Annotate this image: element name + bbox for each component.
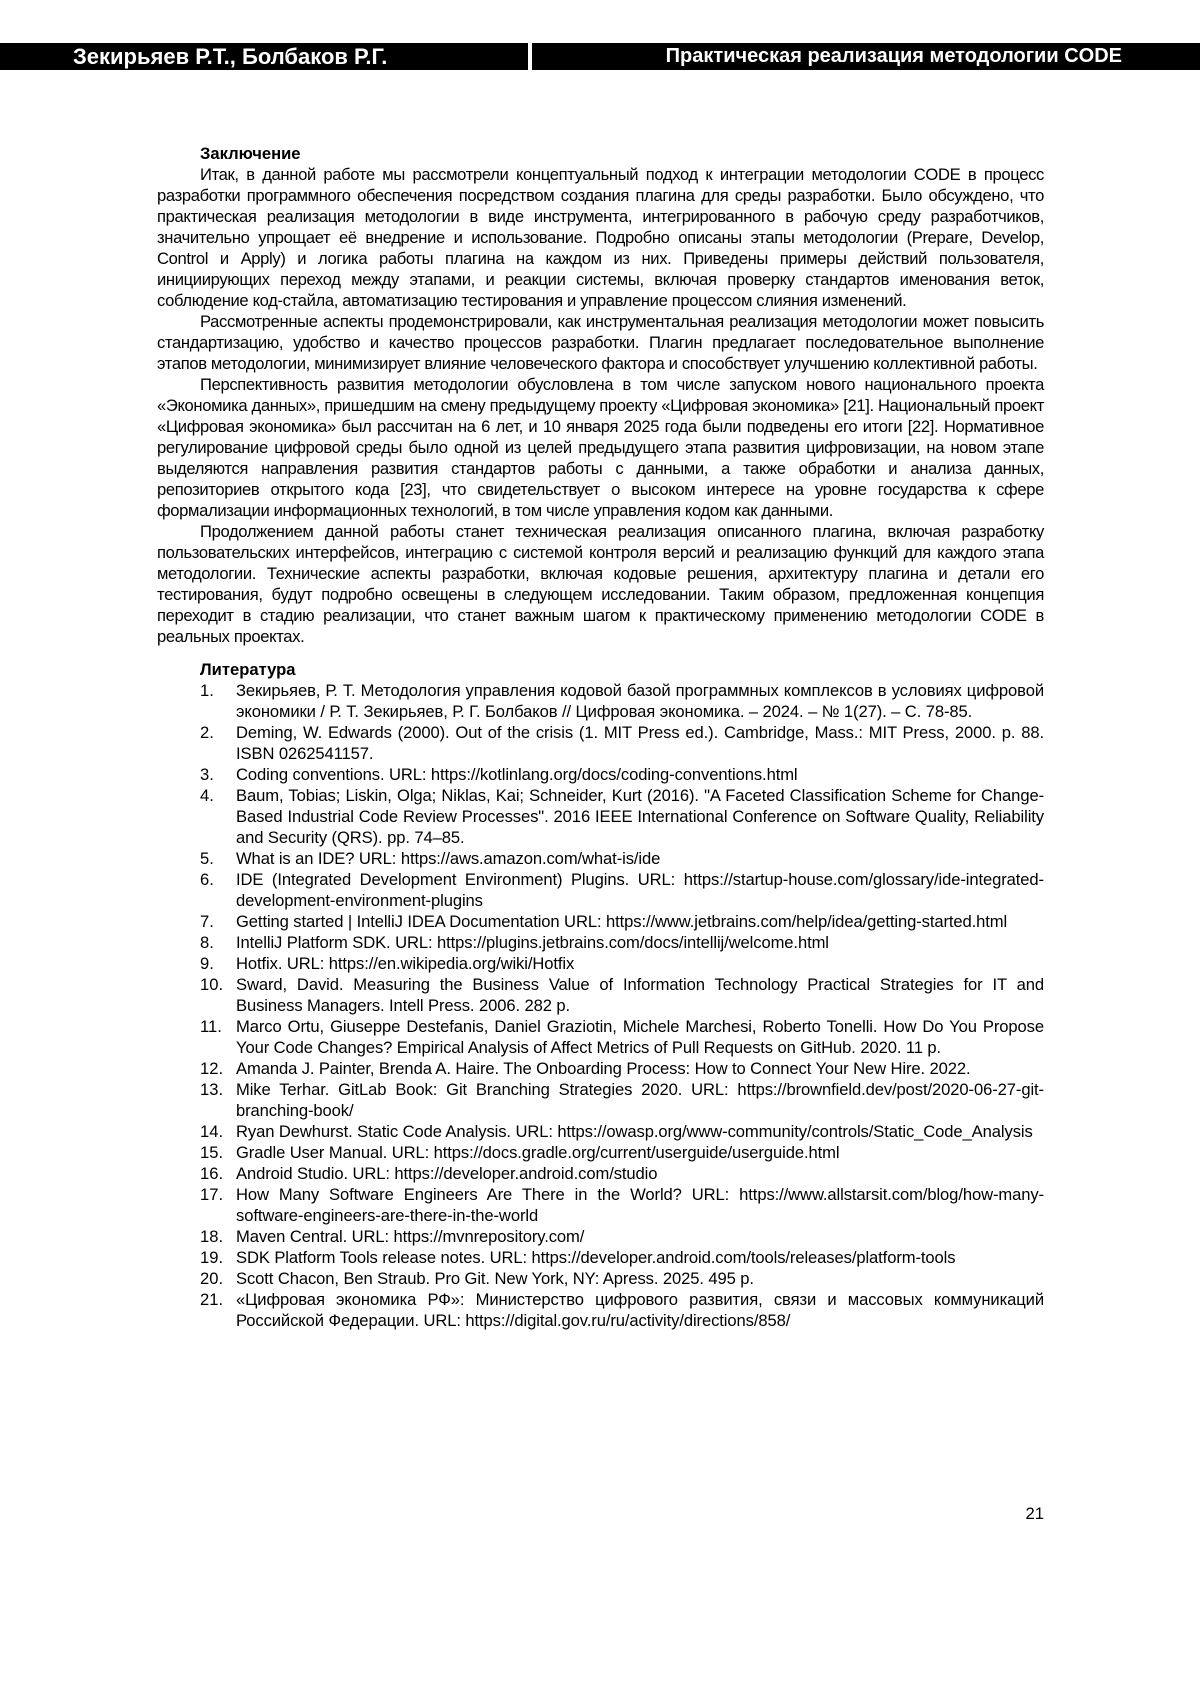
reference-item — [157, 932, 1044, 953]
reference-number: 20. — [200, 1269, 224, 1288]
reference-number: 11. — [200, 1017, 222, 1036]
references-heading: Литература — [200, 660, 296, 679]
reference-number: 15. — [200, 1143, 224, 1162]
reference-number: 16. — [200, 1164, 224, 1183]
reference-item — [157, 1226, 1044, 1247]
reference-text: Amanda J. Painter, Brenda A. Haire. The Onboarding Process: How to Connect Your New Hire. 2022. — [236, 1059, 971, 1078]
reference-text: Ryan Dewhurst. Static Code Analysis. URL: https://owasp.org/www-community/controls/Static_Code_Analysis — [236, 1122, 1033, 1141]
reference-text: Зекирьяев, Р. Т. Методология управления кодовой базой программных комплексов в условиях цифровой экономики / Р. Т. Зекирьяев, Р. Г. Болбаков // Цифровая экономика. – 2024. – № 1(27). – С. 78-85. — [236, 681, 1044, 721]
reference-number: 1. — [200, 681, 214, 700]
reference-text: Gradle User Manual. URL: https://docs.gradle.org/current/userguide/userguide.html — [236, 1143, 840, 1162]
reference-item — [157, 1184, 1044, 1226]
reference-text: Deming, W. Edwards (2000). Out of the crisis (1. MIT Press ed.). Cambridge, Mass.: MIT Press, 2000. p. 88. ISBN 0262541157. — [236, 723, 1044, 763]
conclusion-heading: Заключение — [200, 144, 301, 163]
reference-number: 17. — [200, 1185, 224, 1204]
reference-text: Mike Terhar. GitLab Book: Git Branching Strategies 2020. URL: https://brownfield.dev/post/2020-06-27-git-branching-book/ — [236, 1080, 1044, 1120]
conclusion-paragraph: Продолжением данной работы станет техническая реализация описанного плагина, включая разработку пользовательских интерфейсов, интеграцию с системой контроля версий и реализацию функций для каждого этапа методологии. Технические аспекты разработки, включая кодовые решения, архитектуру плагина и детали его тестирования, будут подробно освещены в следующем исследовании. Таким образом, предложенная концепция переходит в стадию реализации, что станет важным шагом к практическому применению методологии CODE в реальных проектах. — [157, 522, 1044, 646]
reference-text: Getting started | IntelliJ IDEA Documentation URL: https://www.jetbrains.com/help/idea/getting-started.html — [236, 912, 1008, 931]
reference-number: 18. — [200, 1227, 224, 1246]
reference-item — [157, 764, 1044, 785]
reference-text: IntelliJ Platform SDK. URL: https://plugins.jetbrains.com/docs/intellij/welcome.html — [236, 933, 829, 952]
reference-text: Android Studio. URL: https://developer.android.com/studio — [236, 1164, 658, 1183]
reference-item — [157, 680, 1044, 722]
header-title: Практическая реализация методологии CODE — [532, 43, 1200, 70]
reference-number: 12. — [200, 1059, 224, 1078]
reference-item — [157, 1247, 1044, 1268]
reference-item — [157, 1121, 1044, 1142]
reference-item — [157, 1268, 1044, 1289]
reference-number: 2. — [200, 723, 214, 742]
reference-item — [157, 785, 1044, 848]
reference-text: Sward, David. Measuring the Business Value of Information Technology Practical Strategies for IT and Business Managers. Intell Press. 2006. 282 p. — [236, 975, 1044, 1015]
reference-text: IDE (Integrated Development Environment) Plugins. URL: https://startup-house.com/glossary/ide-integrated-development-environment-plugins — [236, 870, 1044, 910]
reference-number: 9. — [200, 954, 214, 973]
article-body — [157, 143, 1044, 1331]
conclusion-paragraph: Итак, в данной работе мы рассмотрели концептуальный подход к интеграции методологии CODE в процесс разработки программного обеспечения посредством создания плагина для среды разработки. Было обсуждено, что практическая реализация методологии в виде инструмента, интегрированного в рабочую среду разработчиков, значительно упрощает её внедрение и использование. Подробно описаны этапы методологии (Prepare, Develop, Control и Apply) и логика работы плагина на каждом из них. Приведены примеры действий пользователя, инициирующих переход между этапами, и реакции системы, включая проверку стандартов именования веток, соблюдение код-стайла, автоматизацию тестирования и управление процессом слияния изменений. — [157, 165, 1044, 310]
reference-number: 8. — [200, 933, 214, 952]
reference-text: How Many Software Engineers Are There in the World? URL: https://www.allstarsit.com/blog/how-many-software-engineers-are-there-in-the-world — [236, 1185, 1044, 1225]
reference-number: 10. — [200, 975, 224, 994]
reference-number: 13. — [200, 1080, 224, 1099]
reference-item — [157, 974, 1044, 1016]
reference-number: 5. — [200, 849, 214, 868]
reference-number: 3. — [200, 765, 214, 784]
reference-item — [157, 911, 1044, 932]
reference-item — [157, 1142, 1044, 1163]
reference-text: SDK Platform Tools release notes. URL: https://developer.android.com/tools/releases/platform-tools — [236, 1248, 956, 1267]
page-number: 21 — [1025, 1504, 1044, 1523]
running-header — [0, 43, 1200, 70]
reference-number: 7. — [200, 912, 214, 931]
reference-text: Baum, Tobias; Liskin, Olga; Niklas, Kai; Schneider, Kurt (2016). "A Faceted Classification Scheme for Change-Based Industrial Code Review Processes". 2016 IEEE International Conference on Software Quality, Reliability and Security (QRS). pp. 74–85. — [236, 786, 1044, 847]
reference-number: 4. — [200, 786, 214, 805]
reference-item — [157, 1163, 1044, 1184]
reference-text: Scott Chacon, Ben Straub. Pro Git. New York, NY: Apress. 2025. 495 p. — [236, 1269, 754, 1288]
reference-number: 19. — [200, 1248, 224, 1267]
reference-item — [157, 1289, 1044, 1331]
conclusion-paragraph: Перспективность развития методологии обусловлена в том числе запуском нового национального проекта «Экономика данных», пришедшим на смену предыдущему проекту «Цифровая экономика» [21]. Национальный проект «Цифровая экономика» был рассчитан на 6 лет, и 10 января 2025 года были подведены его итоги [22]. Нормативное регулирование цифровой среды было одной из целей предыдущего этапа развития цифровизации, на новом этапе выделяются направления развития стандартов работы с данными, а также обработки и анализа данных, репозиториев открытого кода [23], что свидетельствует о высоком интересе на уровне государства к сфере формализации информационных технологий, в том числе управления кодом как данными. — [157, 375, 1044, 520]
reference-item — [157, 869, 1044, 911]
reference-item — [157, 1016, 1044, 1058]
reference-text: «Цифровая экономика РФ»: Министерство цифрового развития, связи и массовых коммуникаций Российской Федерации. URL: https://digital.gov.ru/ru/activity/directions/858/ — [236, 1290, 1044, 1330]
reference-item — [157, 1079, 1044, 1121]
references-list — [157, 680, 1044, 1331]
reference-item — [157, 953, 1044, 974]
reference-item — [157, 722, 1044, 764]
reference-number: 6. — [200, 870, 214, 889]
reference-text: Maven Central. URL: https://mvnrepository.com/ — [236, 1227, 585, 1246]
reference-item — [157, 848, 1044, 869]
reference-text: Marco Ortu, Giuseppe Destefanis, Daniel Graziotin, Michele Marchesi, Roberto Tonelli. How Do You Propose Your Code Changes? Empirical Analysis of Affect Metrics of Pull Requests on GitHub. 2020. 11 p. — [236, 1017, 1044, 1057]
reference-item — [157, 1058, 1044, 1079]
reference-number: 14. — [200, 1122, 224, 1141]
reference-number: 21. — [200, 1290, 224, 1309]
header-authors: Зекирьяев Р.Т., Болбаков Р.Г. — [0, 43, 528, 70]
conclusion-paragraph: Рассмотренные аспекты продемонстрировали, как инструментальная реализация методологии может повысить стандартизацию, удобство и качество процессов разработки. Плагин предлагает последовательное выполнение этапов методологии, минимизирует влияние человеческого фактора и способствует улучшению коллективной работы. — [157, 312, 1044, 373]
reference-text: Coding conventions. URL: https://kotlinlang.org/docs/coding-conventions.html — [236, 765, 798, 784]
reference-text: Hotfix. URL: https://en.wikipedia.org/wiki/Hotfix — [236, 954, 575, 973]
reference-text: What is an IDE? URL: https://aws.amazon.com/what-is/ide — [236, 849, 661, 868]
